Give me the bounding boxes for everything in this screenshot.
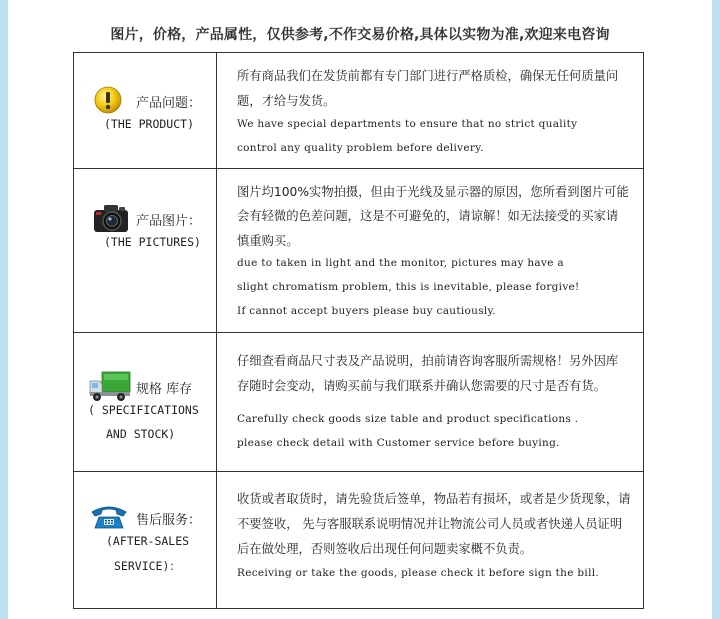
row-label-cell bbox=[74, 169, 217, 332]
row-label-cn: 产品图片： bbox=[136, 214, 202, 229]
row-label-en: SERVICE)： bbox=[114, 559, 181, 573]
table-row-specifications bbox=[74, 333, 643, 472]
row-label-cell bbox=[74, 472, 217, 608]
cn-line: 仔细查看商品尺寸表及产品说明，拍前请咨询客服所需规格！另外因库 bbox=[237, 354, 619, 368]
cn-line: 后在做处理，否则签收后出现任何问题卖家概不负责。 bbox=[237, 542, 533, 556]
row-label-en: (THE PRODUCT) bbox=[104, 117, 195, 131]
row-label-cell bbox=[74, 53, 217, 168]
warning-icon bbox=[94, 86, 122, 114]
en-line: Carefully check goods size table and product specifications . bbox=[237, 413, 579, 425]
cn-line: 图片均100%实物拍摄，但由于光线及显示器的原因，您所看到图片可能 bbox=[237, 185, 629, 199]
row-content-cell bbox=[217, 472, 643, 608]
row-content-cell bbox=[217, 53, 643, 168]
telephone-icon bbox=[90, 504, 128, 530]
cn-line: 慎重购买。 bbox=[237, 234, 299, 248]
row-label-en: AND STOCK) bbox=[106, 427, 176, 441]
en-line: due to taken in light and the monitor, pictures may have a bbox=[237, 257, 564, 269]
en-line: Receiving or take the goods, please check it before sign the bill. bbox=[237, 567, 600, 579]
cn-line: 收货或者取货时，请先验货后签单，物品若有损坏，或者是少货现象，请 bbox=[237, 492, 631, 506]
truck-icon bbox=[88, 369, 132, 403]
page-headline: 图片，价格，产品属性，仅供参考,不作交易价格,具体以实物为准,欢迎来电咨询 bbox=[110, 27, 610, 43]
info-table bbox=[73, 52, 644, 609]
table-row-pictures bbox=[74, 169, 643, 333]
row-label-cn: 售后服务： bbox=[136, 513, 202, 528]
row-content-cell bbox=[217, 333, 643, 471]
row-label-cn: 规格 库存 bbox=[136, 382, 193, 397]
table-row-after-sales bbox=[74, 472, 643, 608]
camera-icon bbox=[92, 202, 130, 234]
en-line: If cannot accept buyers please buy cautiously. bbox=[237, 305, 497, 317]
cn-line: 题，才给与发货。 bbox=[237, 94, 336, 108]
table-row-product bbox=[74, 53, 643, 169]
row-content-cell bbox=[217, 169, 643, 332]
cn-line: 所有商品我们在发货前都有专门部门进行严格质检，确保无任何质量问 bbox=[237, 69, 619, 83]
cn-line: 不要签收， 先与客服联系说明情况并让物流公司人员或者快递人员证明 bbox=[237, 517, 623, 531]
en-line: slight chromatism problem, this is inevitable, please forgive! bbox=[237, 281, 580, 293]
row-label-cell bbox=[74, 333, 217, 471]
page bbox=[8, 0, 712, 619]
row-label-en: (THE PICTURES) bbox=[104, 235, 201, 249]
row-label-en: ( SPECIFICATIONS bbox=[88, 403, 199, 417]
en-line: We have special departments to ensure that no strict quality bbox=[237, 118, 578, 130]
en-line: please check detail with Customer service before buying. bbox=[237, 437, 560, 449]
row-label-cn: 产品问题： bbox=[136, 96, 202, 111]
cn-line: 存随时会变动，请购买前与我们联系并确认您需要的尺寸是否有货。 bbox=[237, 379, 606, 393]
cn-line: 会有轻微的色差问题，这是不可避免的，请谅解！如无法接受的买家请 bbox=[237, 209, 619, 223]
row-label-en: (AFTER-SALES bbox=[106, 534, 190, 548]
en-line: control any quality problem before delivery. bbox=[237, 142, 484, 154]
